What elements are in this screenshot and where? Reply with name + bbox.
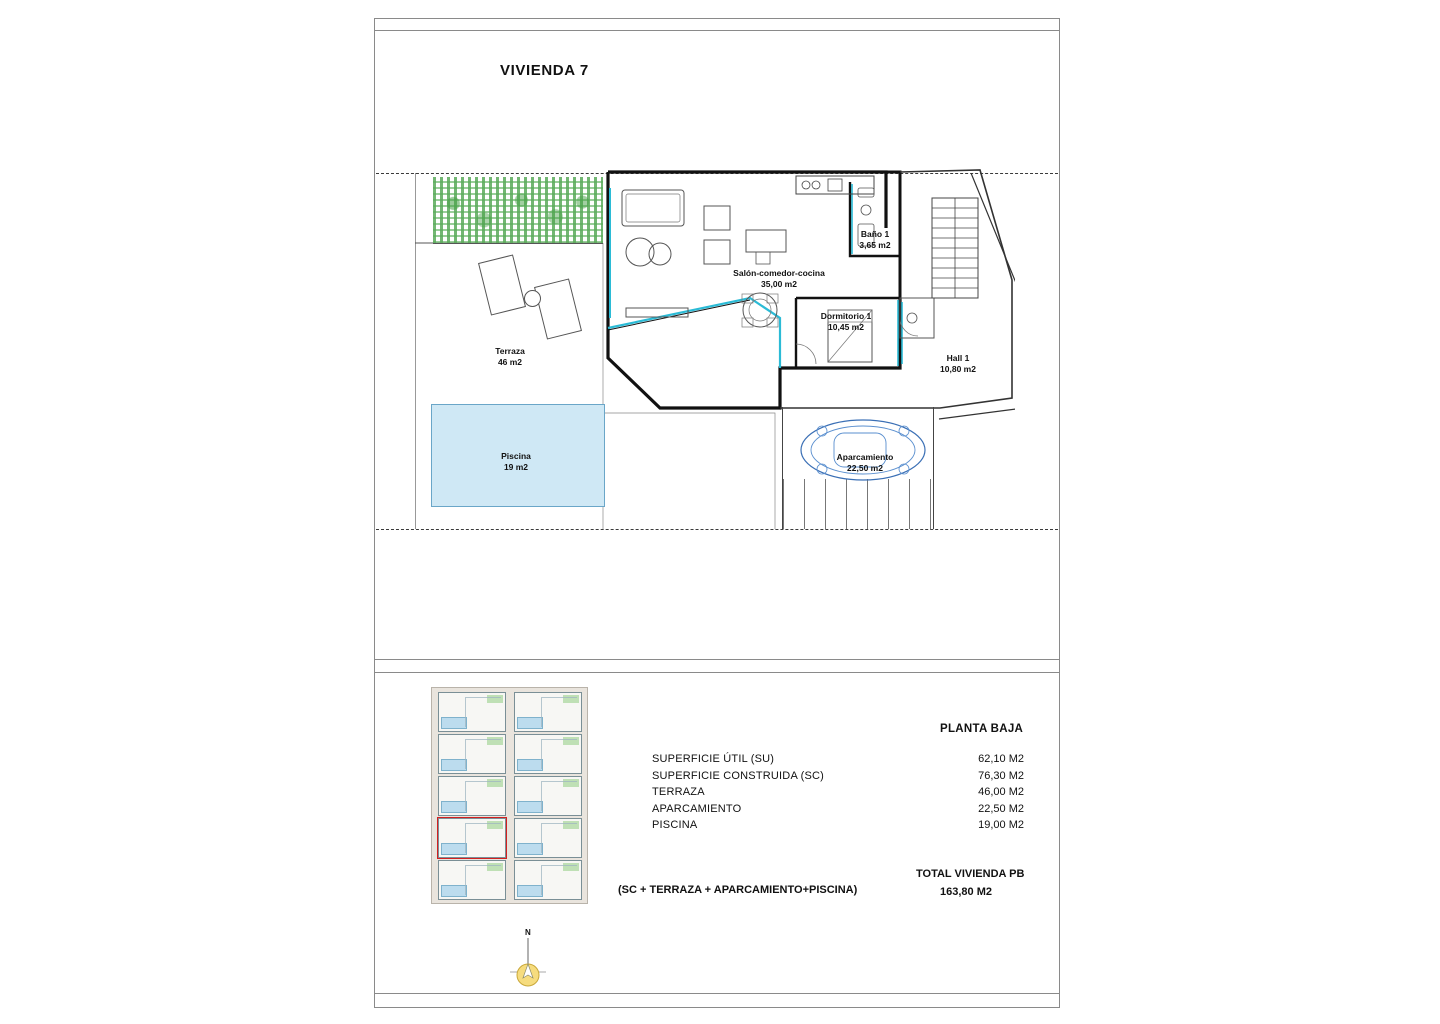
key-plan-unit-selected — [438, 818, 506, 858]
room-area-terraza: 46 m2 — [497, 357, 523, 367]
key-plan-column-right — [512, 692, 582, 899]
legend-row-label: TERRAZA — [652, 786, 705, 798]
key-plan-rooms — [465, 823, 501, 853]
key-plan-unit — [514, 692, 582, 732]
key-plan-pool — [517, 843, 543, 855]
legend-row-value: 19,00 M2 — [978, 819, 1024, 831]
key-plan-unit — [438, 734, 506, 774]
side-table — [524, 290, 541, 307]
key-plan-pool — [441, 759, 467, 771]
key-plan-rooms — [541, 697, 577, 727]
garden-planting-area — [433, 177, 603, 244]
key-plan-rooms — [541, 739, 577, 769]
room-name-dormitorio: Dormitorio 1 — [820, 311, 872, 321]
key-plan-unit — [438, 860, 506, 900]
key-plan-rooms — [465, 739, 501, 769]
total-value: 163,80 M2 — [940, 886, 992, 898]
room-name-terraza: Terraza — [495, 346, 525, 356]
key-plan-pool — [441, 843, 467, 855]
legend-row — [652, 819, 1024, 831]
room-label-salon-comedor-cocina — [709, 268, 849, 290]
key-plan-column-left — [436, 692, 506, 899]
key-plan-pool — [517, 885, 543, 897]
staircase-svg — [930, 196, 1000, 306]
legend-row-value: 46,00 M2 — [978, 786, 1024, 798]
room-label-dormitorio-1 — [800, 311, 892, 333]
key-plan-unit — [438, 776, 506, 816]
key-plan-unit — [514, 776, 582, 816]
legend-table — [652, 753, 1024, 836]
key-plan-unit — [514, 734, 582, 774]
key-plan-pool — [441, 885, 467, 897]
legend-row — [652, 770, 1024, 782]
total-title: TOTAL VIVIENDA PB — [916, 868, 1025, 880]
page-title: VIVIENDA 7 — [500, 62, 589, 79]
room-area-bano: 3,65 m2 — [859, 240, 891, 250]
key-plan-rooms — [465, 865, 501, 895]
legend-row-label: SUPERFICIE CONSTRUIDA (SC) — [652, 769, 825, 782]
key-plan-unit — [438, 692, 506, 732]
room-area-salon: 35,00 m2 — [761, 279, 797, 289]
room-name-salon: Salón-comedor-cocina — [733, 268, 825, 278]
car-icon — [798, 411, 928, 489]
key-plan-rooms — [541, 865, 577, 895]
north-label: N — [525, 928, 531, 937]
room-label-aparcamiento — [810, 452, 920, 474]
legend-row — [652, 786, 1024, 798]
room-name-aparcamiento: Aparcamiento — [836, 452, 894, 462]
legend-row — [652, 803, 1024, 815]
room-name-piscina: Piscina — [501, 451, 531, 461]
legend-row-value: 62,10 M2 — [978, 753, 1024, 765]
key-plan-pool — [517, 801, 543, 813]
legend-row — [652, 753, 1024, 765]
room-area-piscina: 19 m2 — [503, 462, 529, 472]
legend-row-value: 76,30 M2 — [978, 769, 1024, 782]
total-formula: (SC + TERRAZA + APARCAMIENTO+PISCINA) — [618, 884, 858, 896]
north-arrow-icon — [497, 928, 559, 990]
key-plan-rooms — [465, 781, 501, 811]
legend-row-label: SUPERFICIE ÚTIL (SU) — [652, 753, 775, 765]
key-plan — [431, 687, 588, 904]
room-area-hall: 10,80 m2 — [940, 364, 976, 374]
room-area-dormitorio: 10,45 m2 — [828, 322, 864, 332]
key-plan-rooms — [541, 823, 577, 853]
room-label-bano-1 — [840, 229, 910, 251]
room-area-aparcamiento: 22,50 m2 — [847, 463, 883, 473]
key-plan-pool — [517, 759, 543, 771]
room-name-hall: Hall 1 — [946, 353, 970, 363]
legend-title: PLANTA BAJA — [940, 723, 1024, 735]
key-plan-pool — [441, 717, 467, 729]
plot-boundary-bottom — [376, 529, 1058, 530]
key-plan-unit — [514, 860, 582, 900]
key-plan-unit — [514, 818, 582, 858]
key-plan-rooms — [465, 697, 501, 727]
room-name-bano: Baño 1 — [860, 229, 890, 239]
legend-row-label: APARCAMIENTO — [652, 802, 742, 815]
legend-row-value: 22,50 M2 — [978, 802, 1024, 815]
key-plan-rooms — [541, 781, 577, 811]
room-label-terraza — [455, 346, 565, 368]
key-plan-pool — [441, 801, 467, 813]
room-label-hall-1 — [920, 353, 996, 375]
room-label-piscina — [461, 451, 571, 473]
key-plan-pool — [517, 717, 543, 729]
legend-row-label: PISCINA — [652, 819, 698, 831]
staircase — [930, 196, 990, 296]
